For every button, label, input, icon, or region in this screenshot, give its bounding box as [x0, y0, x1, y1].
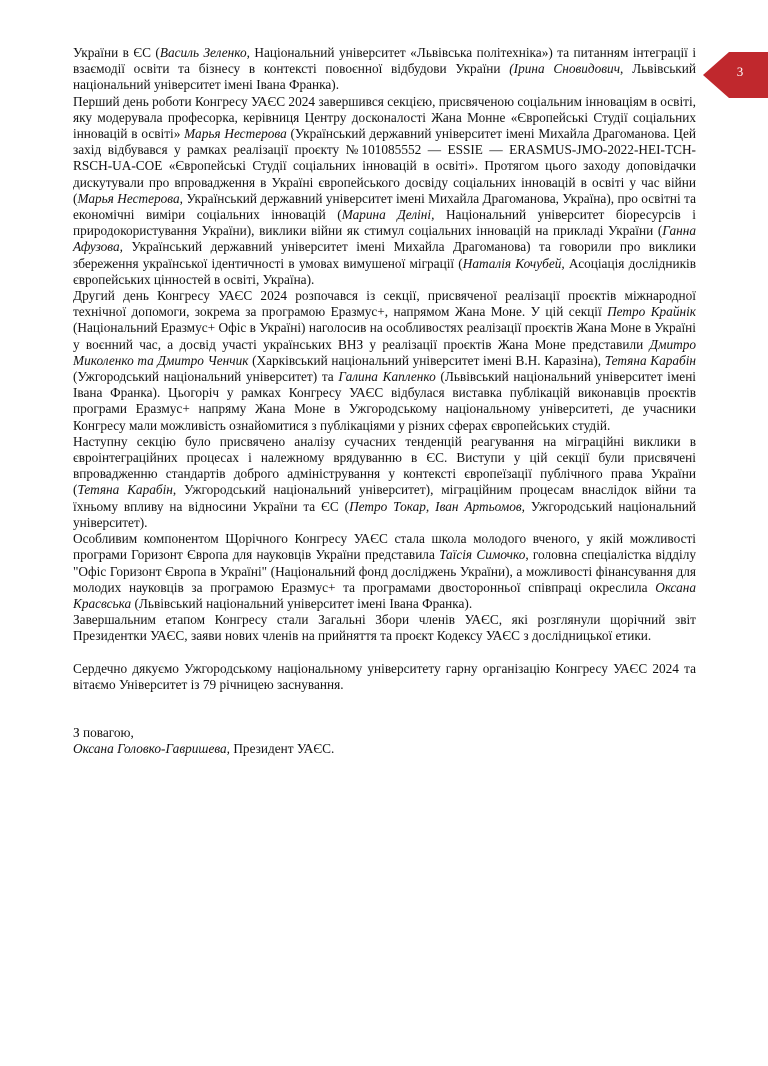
signature-title: Президент УАЄС. — [230, 741, 335, 757]
body-paragraph — [73, 288, 696, 434]
person-name: Ганна Афузова, — [73, 223, 696, 255]
text-run: , головна спеціалістка відділу "Офіс Горизонт Європа в Україні" (Національний фонд досліджень України), а можливості фінансування для молодих науковців за програмою Еразмус+ та програмами двосторонньої співпраці окреслила — [73, 547, 696, 595]
paragraph-list — [73, 45, 696, 645]
page-number: 3 — [736, 64, 744, 79]
text-run: Наступну секцію було присвячено аналізу сучасних тенденцій реагування на міграційні виклики в євроінтеграційних процесах і належному врядуванню в ЄС. Виступи у цій секції були присвячені впровадженню стандартів доброго адміністрування у контексті європеїзації публічного права України ( — [73, 433, 696, 498]
text-run: (Український державний університет імені Михайла Драгоманова. Цей захід відбувався у рамках реалізації проєкту №101085552 — ESSIE — ERASMUS-JMO-2022-HEI-TCH-RSCH-UA-COE «Європейські Студії соціальних інновацій в освіті». Протягом цього заходу доповідачки дискутували про впровадження в Україні європейського досвіду соціальних інновацій в освіті у час війни ( — [73, 126, 696, 206]
text-run: (Ужгородський національний університет) та — [73, 369, 339, 385]
thanks-paragraph: Сердечно дякуємо Ужгородському національному університету гарну організацію Конгресу УАЄС 2024 та вітаємо Університет із 79 річницею заснування. — [73, 660, 696, 692]
text-run: Особливим компонентом Щорічного Конгресу УАЄС стала школа молодого вченого, у якій можливості програми Горизонт Європа для науковців України представила — [73, 531, 696, 563]
person-name: Марина Деліні, — [341, 207, 435, 223]
person-name: Дмитро Миколенко та Дмитро Ченчик — [73, 336, 696, 368]
text-run: Національний університет біоресурсів і природокористування України), виклики війни як стимул соціальних інновацій на прикладі України ( — [73, 207, 696, 239]
text-run: Український державний університет імені Михайла Драгоманова) та говорили про виклики збереження української ідентичності в умовах вимушеної міграції ( — [73, 239, 696, 271]
person-name: Петро Токар, Іван Артьомов, — [349, 498, 526, 514]
person-name: (Ірина Сновидович — [509, 61, 621, 77]
text-run: України в ЄС ( — [73, 45, 160, 60]
body-paragraph — [73, 45, 696, 94]
signature-line — [73, 741, 696, 757]
text-run: , Львівський національний університет імені Івана Франка). — [73, 61, 696, 93]
document-body — [73, 45, 696, 757]
person-name: Оксана Красвська — [73, 579, 696, 611]
closing-line: З повагою, — [73, 724, 134, 740]
spacer — [73, 645, 696, 661]
person-name: Марья Нестерова — [77, 190, 180, 206]
body-paragraph — [73, 531, 696, 612]
text-run: Перший день роботи Конгресу УАЄС 2024 завершився секцією, присвяченою соціальним інноваціям в освіті, яку модерувала професорка, керівниця Центру досконалості Жана Монне «Європейські Студії соціальних інновацій в освіті» — [73, 93, 696, 142]
text-run: (Львівський національний університет імені Івана Франка). Цьогоріч у рамках Конгресу УАЄС відбулася виставка публікацій виконавців проєктів програми Еразмус+ напряму Жана Моне в Ужгородському національному університеті, де учасники Конгресу мали можливість ознайомитися з публікаціями у різних сферах європейських студій. — [73, 369, 697, 433]
text-run: Другий день Конгресу УАЄС 2024 розпочався із секції, присвяченої реалізації проєктів міжнародної технічної допомоги, зокрема за програмою Еразмус+, напрямом Жана Моне. У цій секції — [73, 288, 696, 320]
text-run: (Львівський національний університет імені Івана Франка). — [131, 595, 473, 611]
person-name: Таїсія Симочко — [439, 547, 526, 563]
text-run: , Український державний університет імені Михайла Драгоманова, Україна), про освітні та економічні виміри соціальних інновацій ( — [73, 190, 696, 223]
text-run: (Національний Еразмус+ Офіс в Україні) наголосив на особливостях реалізації проєктів Жана Моне в Україні у воєнний час, а досвід участі українських ВНЗ у реалізації проєктів Жана Моне представили — [73, 320, 696, 352]
text-run: (Харківський національний університет імені В.Н. Каразіна), — [248, 352, 605, 368]
person-name: Тетяна Карабін — [604, 352, 696, 368]
person-name: Петро Крайнік — [607, 304, 696, 320]
text-run: Асоціація дослідників європейських цінностей в освіті, Україна). — [73, 255, 696, 287]
person-name: Наталія Кочубей, — [462, 255, 565, 271]
text-run: Ужгородський національний університет). — [73, 498, 696, 530]
text-run: , Національний університет «Львівська політехніка») та питанням інтеграції і взаємодії освіти та бізнесу в контексті повоєнної відбудови України — [73, 45, 697, 77]
body-paragraph — [73, 612, 696, 644]
text-run: Завершальним етапом Конгресу стали Загальні Збори членів УАЄС, які розглянули щорічний звіт Президентки УАЄС, заяви нових членів на прийняття та проєкт Кодексу УАЄС з дослідницької етики. — [73, 612, 696, 644]
spacer — [73, 693, 696, 725]
person-name: Галина Капленко — [338, 369, 436, 385]
body-paragraph — [73, 434, 696, 531]
signature-name: Оксана Головко-Гавришева, — [73, 741, 230, 757]
body-paragraph — [73, 94, 696, 288]
person-name: Марья Нестерова — [184, 126, 287, 142]
text-run: , Ужгородський національний університет), міграційним процесам внаслідок війни та їхньому впливу на відносини України та ЄС ( — [73, 482, 696, 514]
person-name: Тетяна Карабін — [77, 482, 173, 498]
person-name: Василь Зеленко — [159, 45, 247, 60]
page-number-badge — [703, 52, 768, 98]
